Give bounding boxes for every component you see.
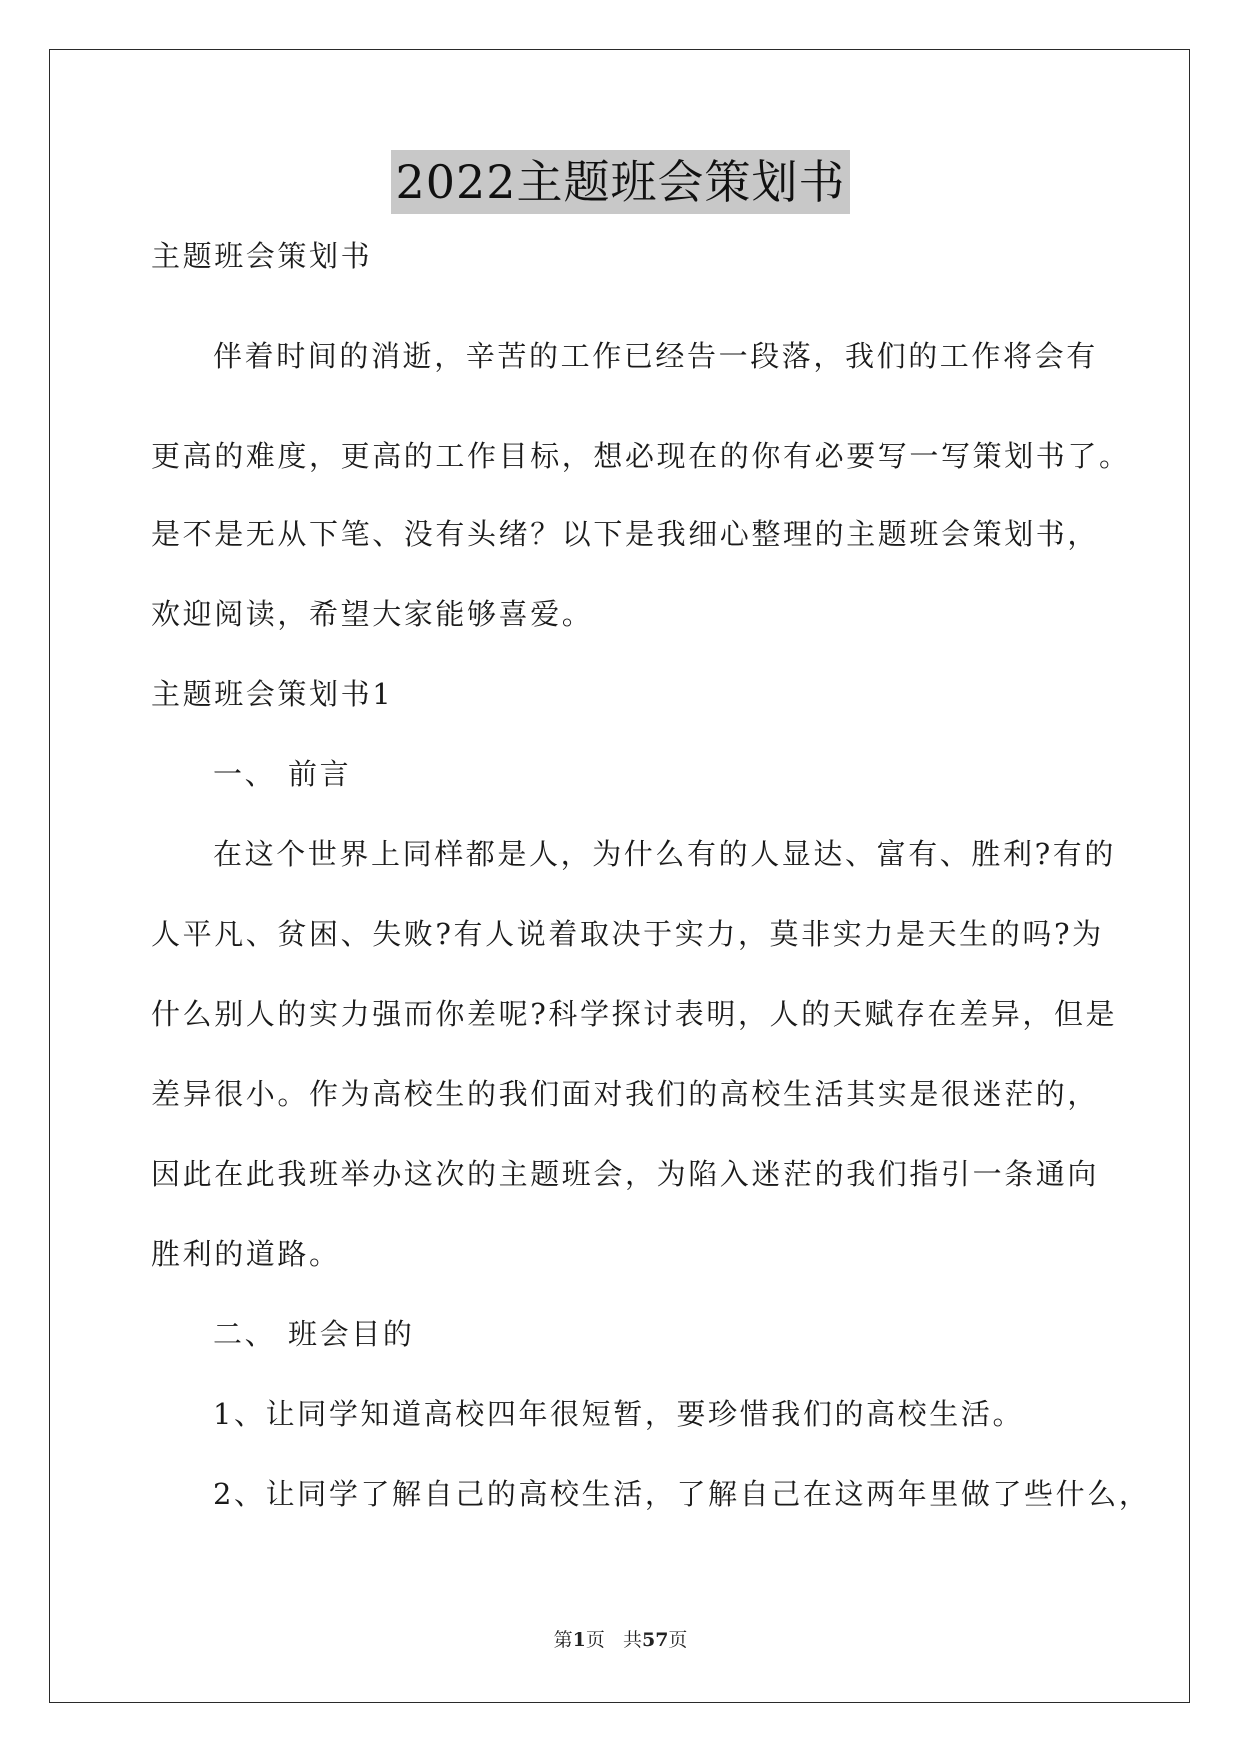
purpose-item-1: 1、让同学知道高校四年很短暂，要珍惜我们的高校生活。 — [213, 1397, 1025, 1431]
page-frame — [49, 49, 1190, 1703]
intro-paragraph-line-3: 是不是无从下笔、没有头绪？以下是我细心整理的主题班会策划书， — [151, 517, 1100, 551]
intro-paragraph-line-1: 伴着时间的消逝，辛苦的工作已经告一段落，我们的工作将会有 — [213, 339, 1098, 373]
preface-paragraph-line-2: 人平凡、贫困、失败?有人说着取决于实力，莫非实力是天生的吗?为 — [151, 917, 1104, 951]
page-number: 1 — [572, 1629, 586, 1651]
part-heading-preface: 一、 前言 — [213, 757, 352, 791]
total-prefix: 共 — [622, 1629, 642, 1651]
purpose-item-2: 2、让同学了解自己的高校生活，了解自己在这两年里做了些什么， — [213, 1477, 1151, 1511]
page-suffix: 页 — [585, 1629, 605, 1651]
page-prefix: 第 — [553, 1629, 573, 1651]
preface-paragraph-line-4: 差异很小。作为高校生的我们面对我们的高校生活其实是很迷茫的， — [151, 1077, 1100, 1111]
page-footer — [0, 1625, 1241, 1652]
total-suffix: 页 — [668, 1629, 688, 1651]
total-pages: 57 — [641, 1629, 669, 1651]
preface-paragraph-line-3: 什么别人的实力强而你差呢?科学探讨表明，人的天赋存在差异，但是 — [151, 997, 1118, 1031]
document-title: 2022主题班会策划书 — [391, 150, 849, 214]
section-heading-1: 主题班会策划书1 — [151, 677, 394, 711]
subtitle-line: 主题班会策划书 — [151, 239, 373, 273]
preface-paragraph-line-1: 在这个世界上同样都是人，为什么有的人显达、富有、胜利?有的 — [213, 837, 1116, 871]
preface-paragraph-line-5: 因此在此我班举办这次的主题班会，为陷入迷茫的我们指引一条通向 — [151, 1157, 1100, 1191]
title-container — [0, 150, 1241, 214]
intro-paragraph-line-2: 更高的难度，更高的工作目标，想必现在的你有必要写一写策划书了。 — [151, 439, 1131, 473]
preface-paragraph-line-6: 胜利的道路。 — [151, 1237, 341, 1271]
intro-paragraph-line-4: 欢迎阅读，希望大家能够喜爱。 — [151, 597, 594, 631]
part-heading-purpose: 二、 班会目的 — [213, 1317, 415, 1351]
